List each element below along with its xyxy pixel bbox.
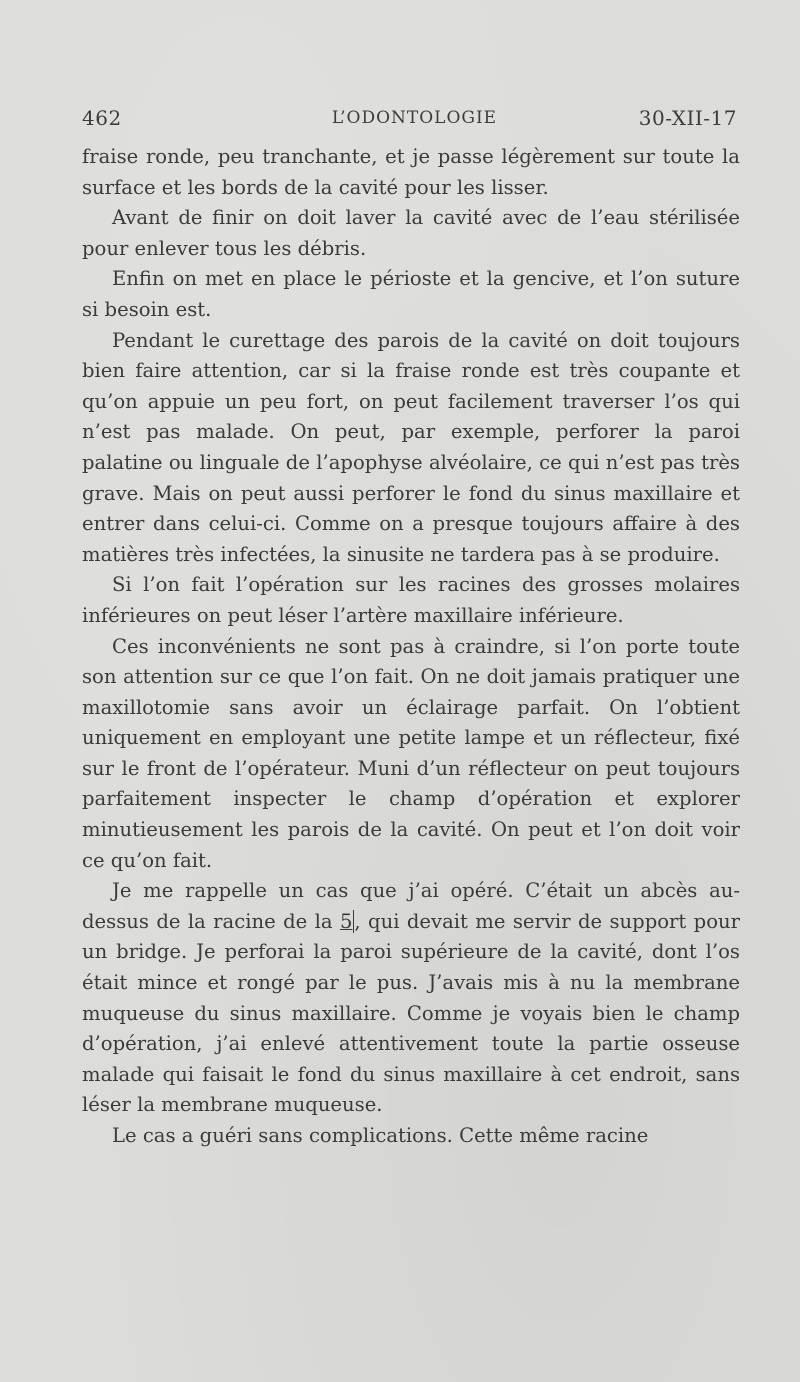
page-header: [82, 106, 737, 136]
tooth-notation: 5: [339, 909, 353, 933]
paragraph: Ces inconvénients ne sont pas à craindre, si l’on porte toute son attention sur ce que l’on fait. On ne doit jamais pratiquer une maxillotomie sans avoir un éclairage parfait. On l’obtient uniquement en employant une petite lampe et un réflecteur, fixé sur le front de l’opérateur. Muni d’un réflecteur on peut toujours parfaitement inspecter le champ d’opération et explorer minutieusement les parois de la cavité. On peut et l’on doit voir ce qu’on fait.: [82, 634, 740, 872]
paragraph: Pendant le curettage des parois de la cavité on doit toujours bien faire attention, car si la fraise ronde est très coupante et qu’on appuie un peu fort, on peut facilement traverser l’os qui n’est pas malade. On peut, par exemple, perforer la paroi palatine ou linguale de l’apophyse alvéolaire, ce qui n’est pas très grave. Mais on peut aussi perforer le fond du sinus maxillaire et entrer dans celui-ci. Comme on a presque toujours affaire à des matières très infectées, la sinusite ne tardera pas à se produire.: [82, 328, 740, 566]
running-title: L’ODONTOLOGIE: [331, 108, 498, 128]
paragraph-continued: fraise ronde, peu tranchante, et je passe légèrement sur toute la surface et les bords de la cavité pour les lisser.: [82, 145, 740, 199]
paragraph-with-tooth-notation: [82, 876, 740, 1121]
paragraph-text-after: , qui devait me servir de support pour un bridge. Je perforai la paroi supérieure de la cavité, dont l’os était mince et rongé par le pus. J’avais mis à nu la membrane muqueuse du sinus maxillaire. Comme je voyais bien le champ d’opération, j’ai enlevé attentivement toute la partie osseuse malade qui faisait le fond du sinus maxillaire à cet endroit, sans léser la membrane muqueuse.: [82, 909, 740, 1117]
body-text: [82, 142, 740, 1152]
issue-date: 30-XII-17: [638, 106, 737, 130]
paragraph: Enfin on met en place le périoste et la gencive, et l’on suture si besoin est.: [82, 267, 740, 321]
paragraph-text-before: Je me rappelle un cas que j’ai opéré. C’était un abcès au-dessus de la racine de la: [82, 879, 740, 933]
paragraph: Avant de finir on doit laver la cavité avec de l’eau stérilisée pour enlever tous les débris.: [82, 206, 740, 260]
page-number: 462: [82, 106, 122, 130]
paragraph: Le cas a guéri sans complications. Cette même racine: [112, 1124, 649, 1147]
paragraph: Si l’on fait l’opération sur les racines des grosses molaires inférieures on peut léser l’artère maxillaire inférieure.: [82, 573, 740, 627]
